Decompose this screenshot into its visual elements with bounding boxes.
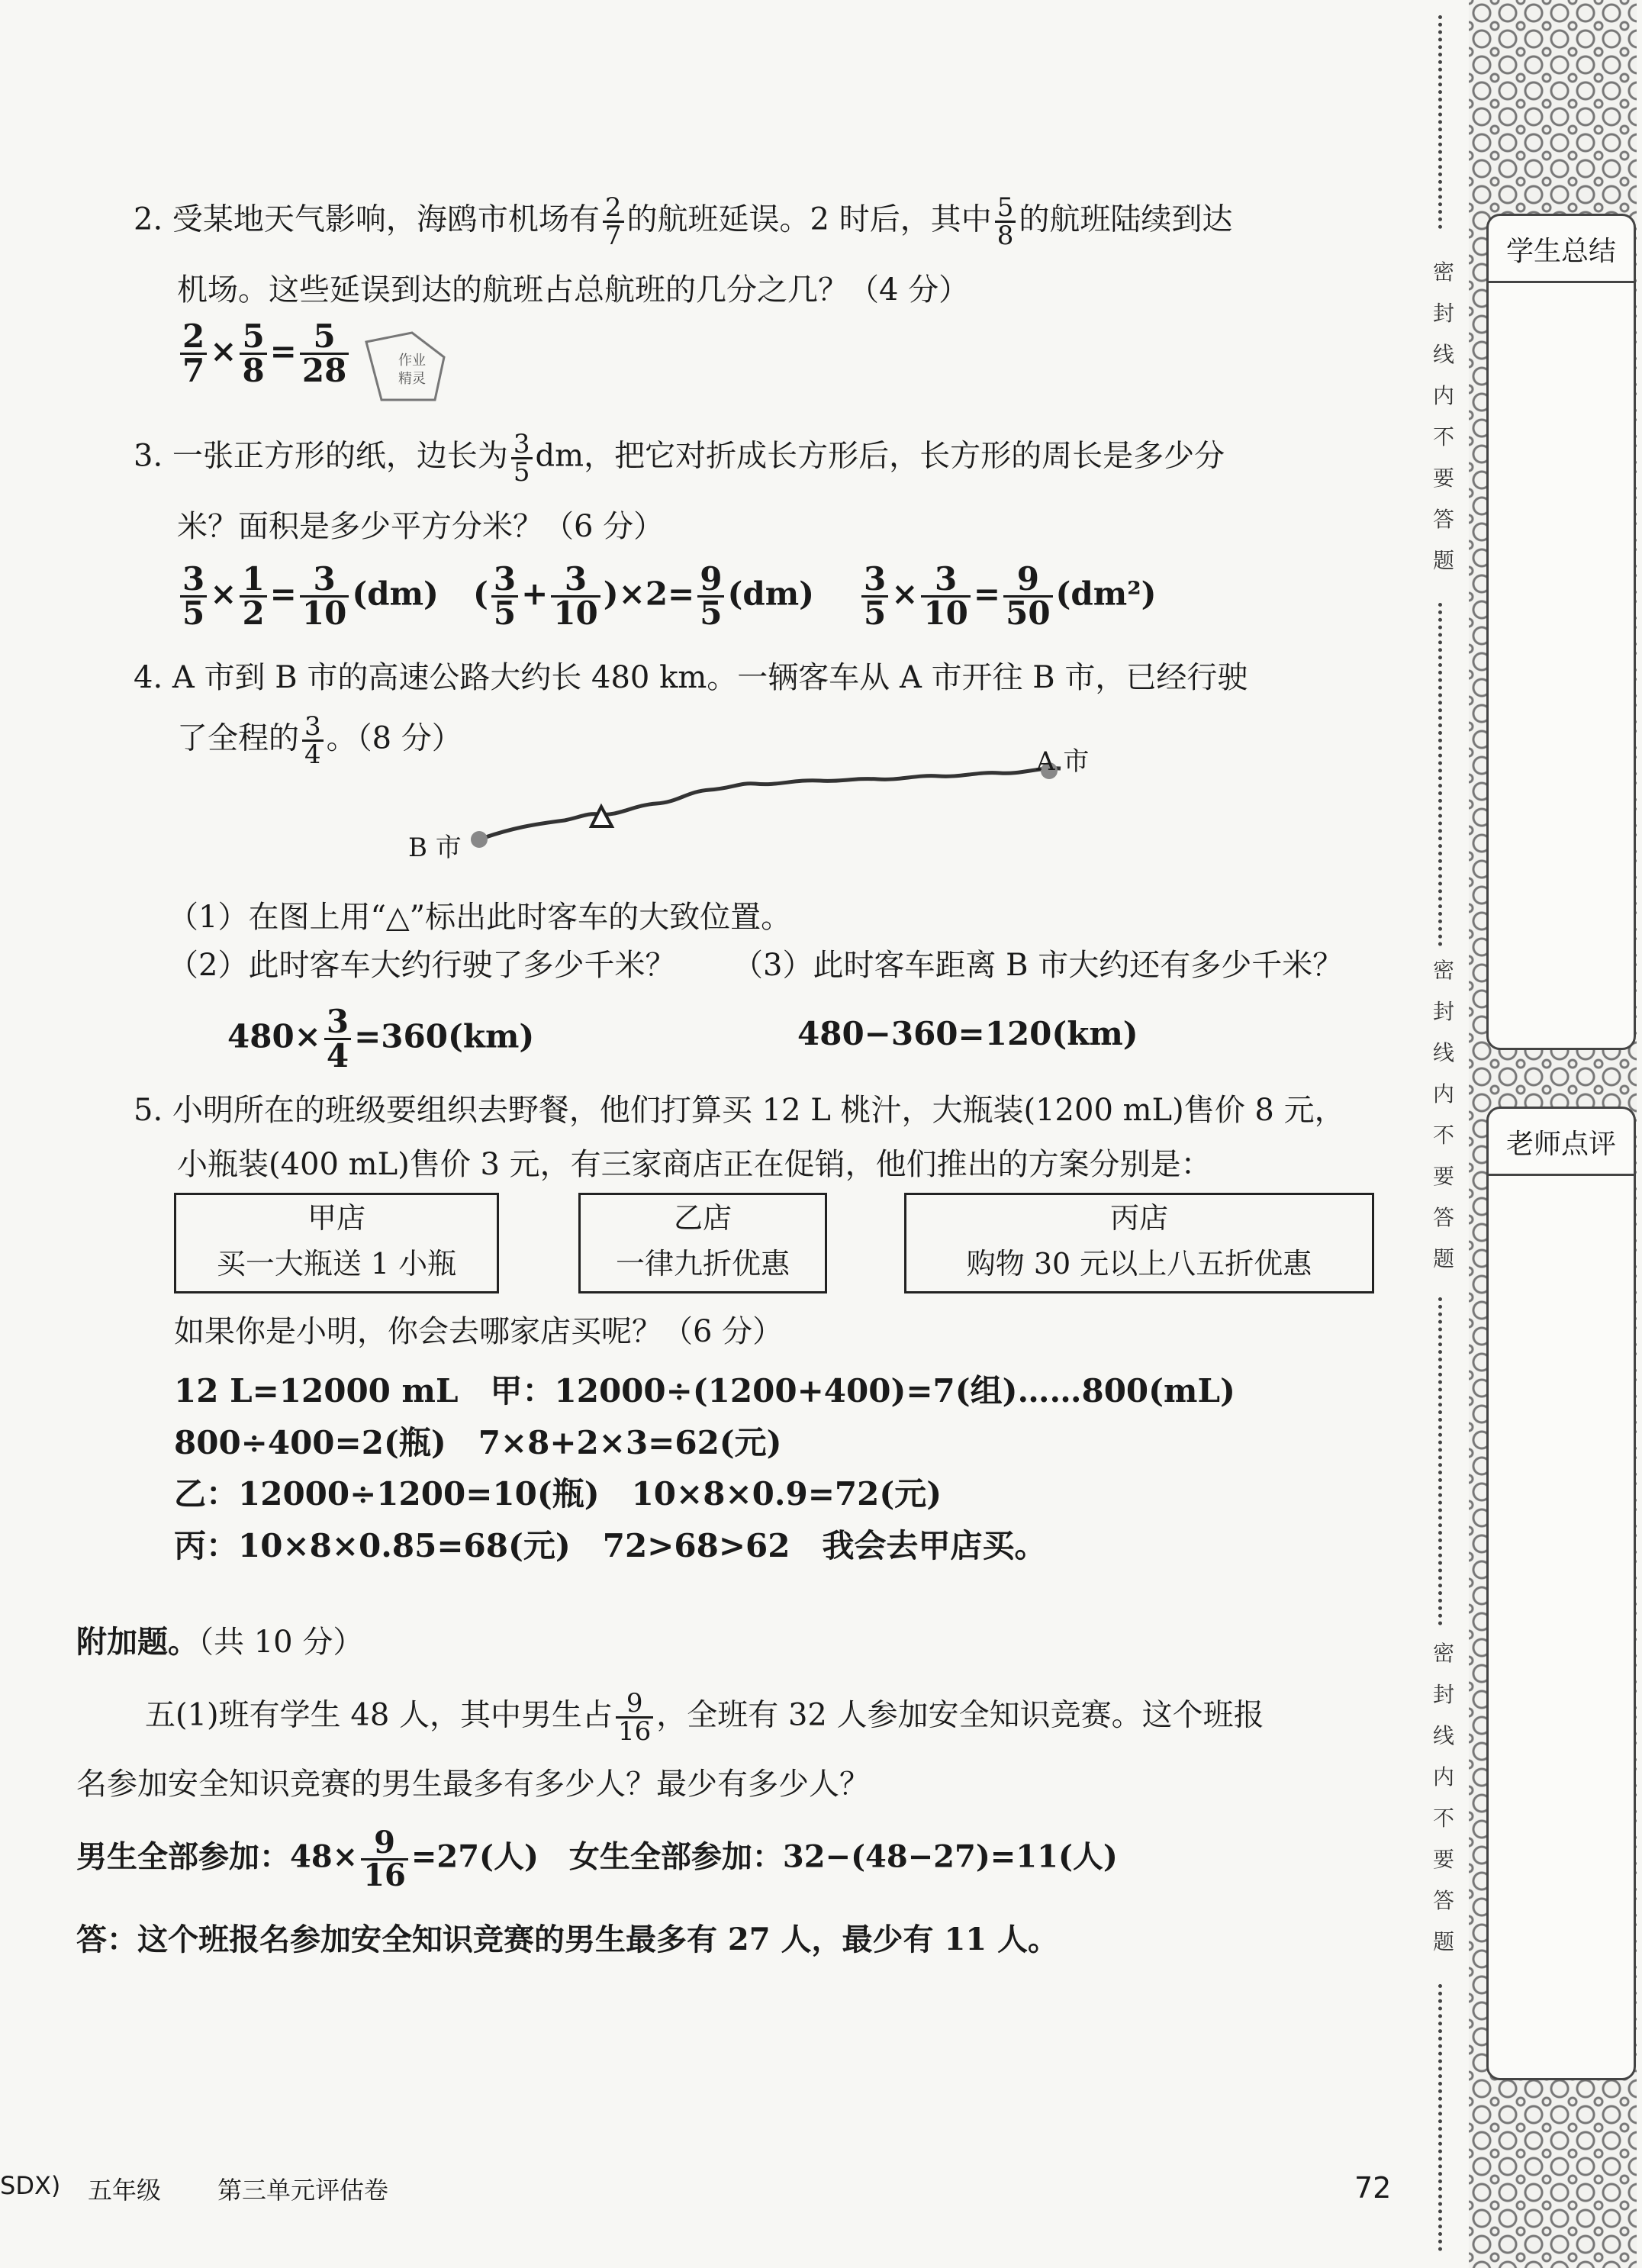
footer-unit: 第三单元评估卷	[217, 2176, 389, 2205]
store-offer: 买一大瓶送 1 小瓶	[216, 1247, 457, 1281]
fraction: $\frac{3}{4}$	[302, 714, 324, 768]
fraction: $\frac{9}{16}$	[616, 1690, 653, 1744]
q5-answer-line: 丙：10×8×0.85=68(元) 72>68>62 我会去甲店买。	[174, 1527, 1047, 1564]
seal-text: 密 封 线 内 不 要 答 题	[1432, 1641, 1454, 1954]
q3-line2: 米？面积是多少平方分米？（6 分）	[177, 509, 665, 544]
q3-answer-area: $\frac{3}{5}$ × $\frac{3}{10}$ = $\frac{9}{50}$ (dm²)	[858, 563, 1157, 630]
q2-line1: 2. 受某地天气影响，海鸥市机场有 $\frac{2}{7}$ 的航班延误。2 时后，其中 $\frac{5}{8}$ 的航班陆续到达	[134, 192, 1233, 251]
q5-answer-line: 12 L=12000 mL 甲：12000÷(1200+400)=7(组)……800(mL)	[174, 1372, 1235, 1409]
store-name: 乙店	[673, 1201, 732, 1235]
bonus-answer-conclusion: 答：这个班报名参加安全知识竞赛的男生最多有 27 人，最少有 11 人。	[76, 1922, 1059, 1957]
bus-position-triangle-icon[interactable]	[591, 807, 612, 826]
seal-dotted-line	[1438, 1297, 1442, 1625]
q4-sub3: （3）此时客车距离 B 市大约还有多少千米？	[732, 948, 1344, 983]
bonus-title: 附加题。	[76, 1624, 198, 1660]
q3-answer-perimeter-half: $\frac{3}{5}$ × $\frac{1}{2}$ = $\frac{3}{10}$ (dm)	[177, 563, 439, 630]
q3-line1: 3. 一张正方形的纸，边长为 $\frac{3}{5}$ dm，把它对折成长方形后，长方形的周长是多少分	[134, 429, 1225, 488]
q3-number: 3.	[134, 438, 163, 474]
q4-answer-remaining: 480−360=120(km)	[797, 1015, 1138, 1052]
svg-text:精灵: 精灵	[398, 371, 426, 387]
teacher-comment-title: 老师点评	[1505, 1129, 1616, 1160]
store-offer: 购物 30 元以上八五折优惠	[966, 1247, 1312, 1281]
seal-dotted-line	[1438, 603, 1442, 946]
store-offer: 一律九折优惠	[615, 1247, 790, 1281]
fraction: $\frac{5}{8}$	[240, 321, 266, 387]
footer-grade: 五年级	[88, 2176, 162, 2205]
store-card-bing	[904, 1193, 1374, 1293]
bonus-score: （共 10 分）	[198, 1625, 364, 1660]
q4-sub1: （1）在图上用“△”标出此时客车的大致位置。	[168, 900, 792, 935]
q4-line1: 4. A 市到 B 市的高速公路大约长 480 km。一辆客车从 A 市开往 B 市，已经行驶	[134, 660, 1248, 695]
city-b-label: B 市	[408, 833, 462, 863]
panel-divider	[1489, 1174, 1634, 1176]
q4-line2: 了全程的 $\frac{3}{4}$ 。（8 分）	[177, 711, 462, 770]
q5-answer-line: 乙：12000÷1200=10(瓶) 10×8×0.9=72(元)	[174, 1475, 942, 1513]
store-card-yi	[578, 1193, 827, 1293]
seal-text: 密 封 线 内 不 要 答 题	[1432, 259, 1454, 573]
city-b-point	[471, 831, 488, 848]
q2-line2: 机场。这些延误到达的航班占总航班的几分之几？（4 分）	[177, 272, 970, 308]
bonus-line2: 名参加安全知识竞赛的男生最多有多少人？最少有多少人？	[76, 1767, 870, 1802]
student-summary-title: 学生总结	[1505, 236, 1616, 267]
teacher-comment-panel[interactable]	[1486, 1107, 1636, 2080]
q5-number: 5.	[134, 1093, 163, 1128]
page-number: 72	[1354, 2171, 1392, 2205]
q3-answer-perimeter: ( $\frac{3}{5}$ + $\frac{3}{10}$ )×2= $\frac{9}{5}$ (dm)	[473, 560, 815, 632]
store-name: 甲店	[307, 1201, 365, 1235]
q5-line2: 小瓶装(400 mL)售价 3 元，有三家商店正在促销，他们推出的方案分别是：	[177, 1147, 1212, 1182]
fraction: $\frac{5}{28}$	[300, 321, 349, 387]
q4-sub2: （2）此时客车大约行驶了多少千米？	[168, 948, 676, 983]
bonus-heading	[76, 1619, 363, 1665]
q5-answer-line: 800÷400=2(瓶) 7×8+2×3=62(元)	[174, 1424, 782, 1461]
student-summary-panel[interactable]	[1486, 214, 1636, 1050]
q5-line1: 5. 小明所在的班级要组织去野餐，他们打算买 12 L 桃汁，大瓶装(1200 mL)售价 8 元，	[134, 1093, 1345, 1128]
bonus-line1: 五(1)班有学生 48 人，其中男生占 $\frac{9}{16}$ ，全班有 32 人参加安全知识竞赛。这个班报	[145, 1688, 1264, 1747]
seal-dotted-line	[1438, 1984, 1442, 2251]
route-map	[397, 744, 1129, 874]
bonus-answer-calc: 男生全部参加：48× $\frac{9}{16}$ =27(人) 女生全部参加：32−(48−27)=11(人)	[76, 1825, 1118, 1893]
q4-answer-distance: 480× $\frac{3}{4}$ =360(km)	[227, 1003, 535, 1074]
svg-text:作业: 作业	[398, 353, 426, 369]
fraction: $\frac{3}{5}$	[511, 431, 533, 485]
seal-dotted-line	[1438, 15, 1442, 229]
q2-answer: $\frac{2}{7}$ × $\frac{5}{8}$ = $\frac{5}{28}$	[177, 321, 352, 387]
fraction: $\frac{5}{8}$	[995, 195, 1016, 249]
q4-number: 4.	[134, 660, 163, 695]
store-name: 丙店	[1109, 1201, 1168, 1235]
q5-question: 如果你是小明，你会去哪家店买呢？（6 分）	[174, 1314, 784, 1349]
footer-series: SDX)	[0, 2171, 61, 2200]
seal-text: 密 封 线 内 不 要 答 题	[1432, 958, 1454, 1271]
stamp-logo	[359, 327, 450, 407]
fraction: $\frac{2}{7}$	[603, 195, 624, 249]
store-card-jia	[174, 1193, 499, 1293]
panel-divider	[1489, 281, 1634, 283]
fraction: $\frac{2}{7}$	[180, 321, 207, 387]
q2-number: 2.	[134, 201, 163, 237]
city-a-label: A 市	[1036, 746, 1090, 777]
